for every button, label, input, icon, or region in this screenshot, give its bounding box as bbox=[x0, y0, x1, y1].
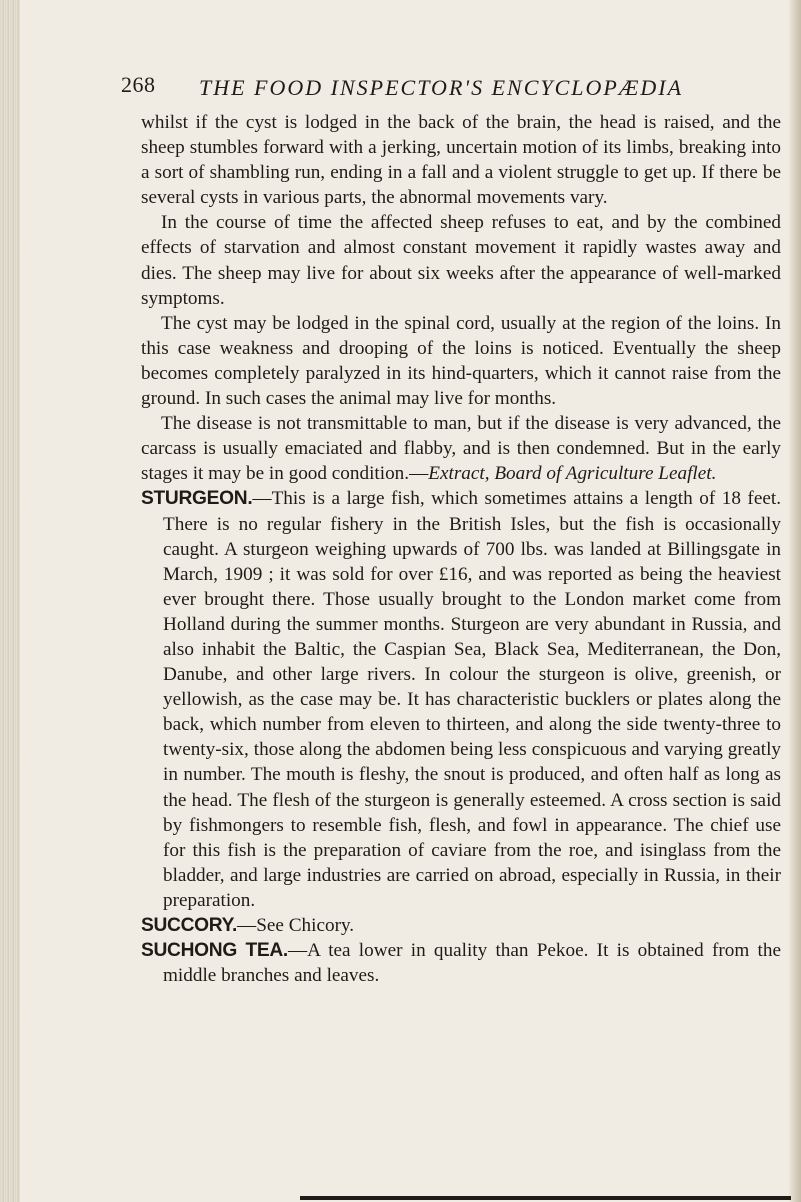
running-title: THE FOOD INSPECTOR'S ENCYCLOPÆDIA bbox=[199, 75, 684, 100]
entry-succory bbox=[141, 913, 781, 938]
bottom-rule bbox=[300, 1196, 791, 1200]
paragraph-continuation: whilst if the cyst is lodged in the back of the brain, the head is raised, and the sheep stumbles forward with a jerking, uncertain motion of its limbs, breaking into a sort of shambling run, ending in a fall and a violent struggle to get up. If there be several cysts in various parts, the abnormal movements vary. bbox=[141, 112, 781, 209]
page-binding-edge bbox=[0, 0, 20, 1202]
headword-suchong-tea: SUCHONG TEA. bbox=[141, 940, 288, 962]
paragraph-transmission bbox=[141, 411, 781, 486]
book-page bbox=[121, 72, 799, 988]
entry-succory-text: —See Chicory. bbox=[237, 915, 355, 936]
headword-succory: SUCCORY. bbox=[141, 915, 238, 936]
body-text bbox=[141, 110, 781, 988]
headword-sturgeon: STURGEON. bbox=[141, 488, 253, 510]
entry-suchong-tea-text: —A tea lower in quality than Pekoe. It is obtained from the middle branches and leaves. bbox=[163, 940, 781, 987]
transmission-text: The disease is not transmittable to man, but if the disease is very advanced, the carcass is usually emaciated and flabby, and is then condemned. But in the early stages it may be in good condition. bbox=[141, 413, 781, 485]
running-head bbox=[121, 72, 799, 110]
entry-suchong-tea bbox=[141, 938, 781, 988]
paragraph-spinal-cord: The cyst may be lodged in the spinal cord, usually at the region of the loins. In this case weakness and drooping of the loins is noticed. Eventually the sheep becomes completely paralyzed in its hind-quarters, which it cannot raise from the ground. In such cases the animal may live for months. bbox=[141, 312, 781, 410]
source-dash: — bbox=[409, 463, 429, 485]
entry-sturgeon-text: —This is a large fish, which sometimes attains a length of 18 feet. There is no regular fishery in the British Isles, but the fish is occasionally caught. A sturgeon weighing upwards of 700 lbs. was landed at Billingsgate in March, 1909 ; it was sold for over £16, and was reported as being the heaviest ever brought there. Those usually brought to the London market come from Holland during the summer months. Sturgeon are very abundant in Russia, and also inhabit the Baltic, the Caspian Sea, Black Sea, Mediterranean, the Don, Danube, and other large rivers. In colour the sturgeon is olive, greenish, or yellowish, as the case may be. It has characteristic bucklers or plates along the back, which number from eleven to thirteen, and along the side twenty-three to twenty-six, those along the abdomen being less conspicuous and varying greatly in number. The mouth is fleshy, the snout is produced, and often half as long as the head. The flesh of the sturgeon is generally esteemed. A cross section is said by fishmongers to resemble fish, flesh, and fowl in appearance. The chief use for this fish is the preparation of caviare from the roe, and isinglass from the bladder, and large industries are carried on abroad, especially in Russia, in their preparation. bbox=[163, 488, 781, 911]
source-citation: Extract, Board of Agriculture Leaflet. bbox=[428, 463, 717, 485]
entry-sturgeon bbox=[141, 486, 781, 913]
page-number: 268 bbox=[121, 72, 156, 97]
paragraph-wasting: In the course of time the affected sheep refuses to eat, and by the combined effects of starvation and almost constant movement it rapidly wastes away and dies. The sheep may live for about six weeks after the appearance of well-marked symptoms. bbox=[141, 212, 781, 309]
